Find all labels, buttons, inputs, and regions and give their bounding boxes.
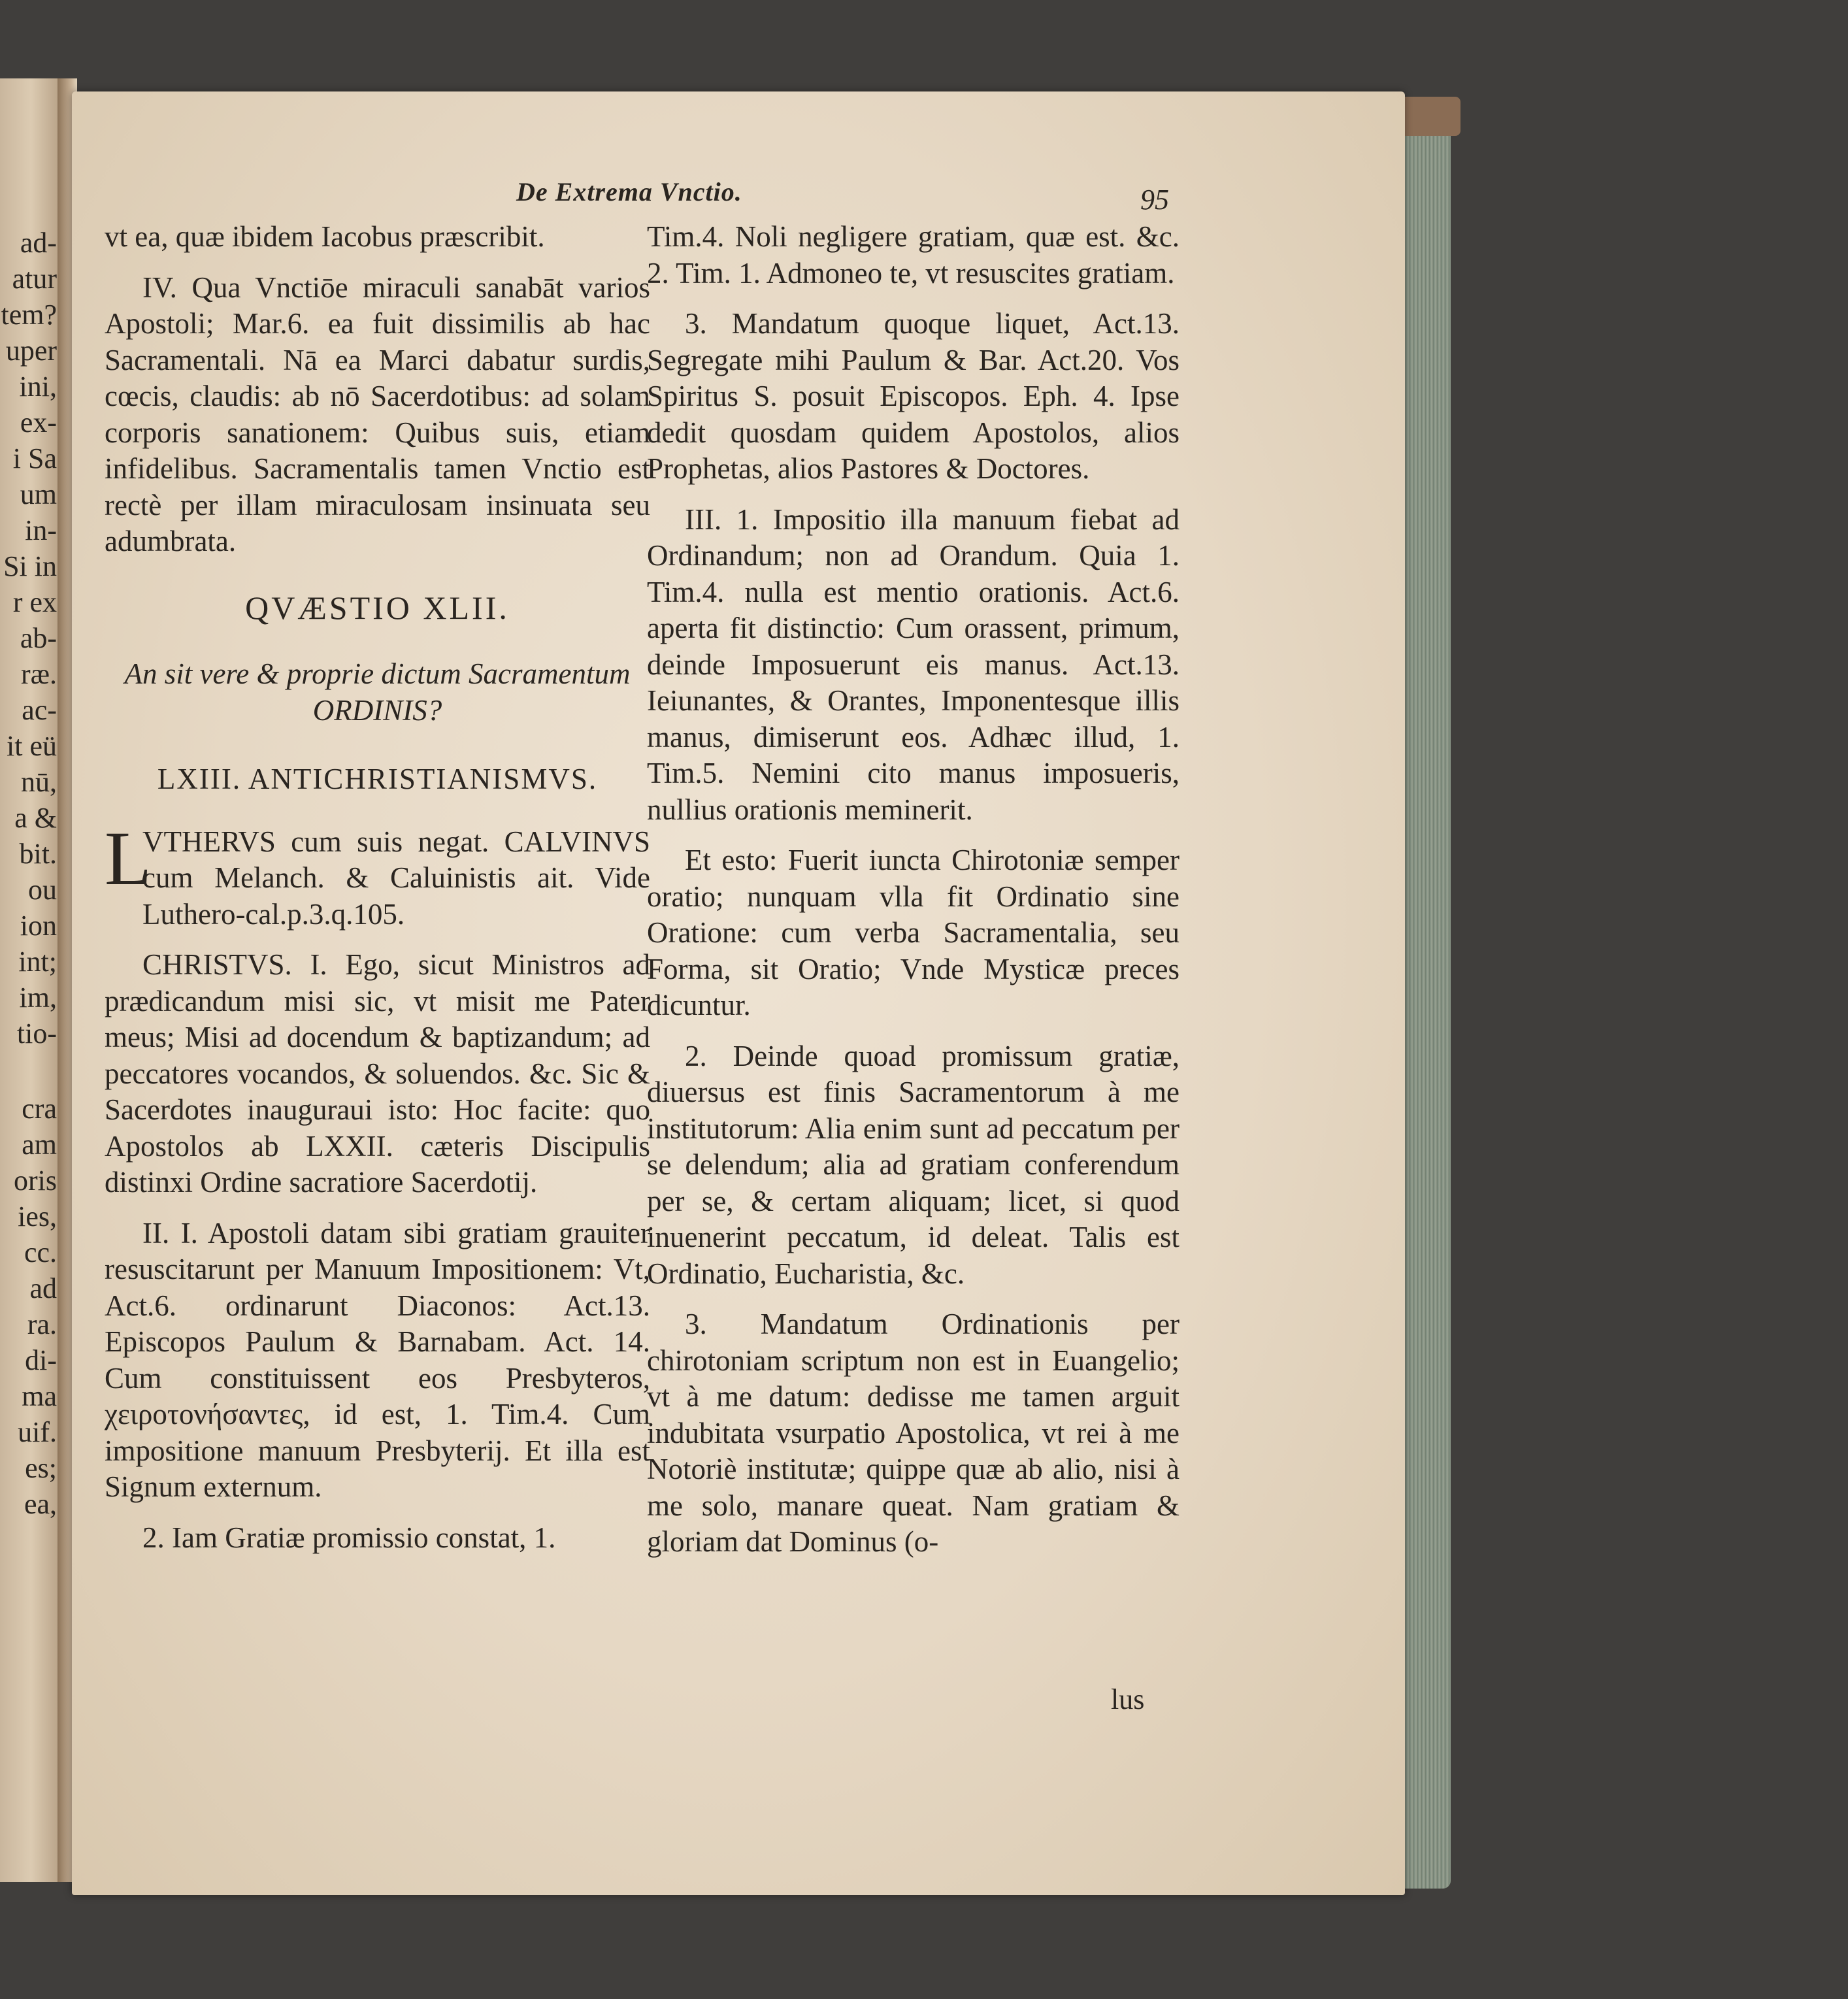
left-page-fragment: ra. xyxy=(27,1308,57,1340)
left-page-fragment: um xyxy=(20,478,57,510)
question-title: An sit vere & proprie dictum Sacramentum ORDINIS? xyxy=(124,657,631,727)
left-page-fragment: ion xyxy=(20,910,57,942)
page-edges xyxy=(1398,98,1451,1889)
paragraph: II. I. Apostoli datam sibi gratiam grauiter resuscitarunt per Manuum Impositionem: Vt, Act.6. ordinarunt Diaconos: Act.13. Episcopos Paulum & Barnabam. Act. 14. Cum constituissent eos Presbyteros, χειροτονήσαντες, id est, 1. Tim.4. Cum impositione manuum Presbyterij. Et illa est Signum externum. xyxy=(105,1216,650,1503)
paragraph: 3. Mandatum quoque liquet, Act.13. Segregate mihi Paulum & Bar. Act.20. Vos Spiritus S. posuit Episcopos. Eph. 4. Ipse dedit quosdam quidem Apostolos, alios Prophetas, alios Pastores & Doctores. xyxy=(647,307,1180,485)
left-page-fragment: ex- xyxy=(20,406,57,438)
left-page-fragment: ies, xyxy=(18,1200,57,1232)
left-page-fragment: im, xyxy=(19,982,57,1014)
left-page-fragment: cra xyxy=(22,1093,57,1125)
paragraph: vt ea, quæ ibidem Iacobus præscribit. xyxy=(105,220,545,253)
left-page-fragment: a & xyxy=(14,802,57,834)
paragraph: Et esto: Fuerit iuncta Chirotoniæ semper oratio; nunquam vlla fit Ordinatio sine Oratione: cum verba Sacramentalia, seu Forma, sit Oratio; Vnde Mysticæ preces dicuntur. xyxy=(647,844,1180,1021)
left-page-fragment: ac- xyxy=(22,694,57,726)
dropcap-paragraph xyxy=(105,815,650,933)
left-page-fragment: uper xyxy=(5,335,57,367)
paragraph: 2. Deinde quoad promissum gratiæ, diuersus est finis Sacramentorum à me institutorum: Alia enim sunt ad peccatum per se delendum; alia ad gratiam conferendum per se, & certam aliquam; licet, si quod inuenerint peccatum, id deleat. Talis est Ordinatio, Eucharistia, &c. xyxy=(647,1039,1180,1290)
left-page-fragment: bit. xyxy=(19,838,57,870)
left-page-fragment: di- xyxy=(25,1344,57,1376)
left-page-fragment: nū, xyxy=(21,766,57,798)
left-page-fragment: cc. xyxy=(24,1236,57,1268)
left-page-fragment: ræ. xyxy=(21,658,57,690)
paragraph: CHRISTVS. I. Ego, sicut Ministros ad prædicandum misi sic, vt misit me Pater meus; Misi ad docendum & baptizandum; ad peccatores vocandos, & soluendos. &c. Sic & Sacerdotes inauguraui isto: Hoc facite: quo Apostolos ab LXXII. cæteris Discipulis distinxi Ordine sacratiore Sacerdotij. xyxy=(105,948,650,1198)
left-page-fragment: ad- xyxy=(20,227,57,259)
left-page-fragment: tem? xyxy=(1,299,57,331)
left-page-fragment: i Sa xyxy=(12,442,57,474)
dropcap-letter: L xyxy=(105,815,152,901)
spine-top xyxy=(1398,97,1460,136)
left-page-fragment: tio- xyxy=(16,1017,57,1049)
section-heading: LXIII. ANTICHRISTIANISMVS. xyxy=(157,763,598,795)
running-head: De Extrema Vnctio. xyxy=(516,177,742,207)
left-page-fragment: ea, xyxy=(24,1488,57,1520)
left-page-fragment: r ex xyxy=(12,586,57,618)
left-page-fragment: ab- xyxy=(20,622,57,654)
right-column xyxy=(647,219,1180,1575)
left-page-fragment: uif. xyxy=(18,1416,57,1448)
paragraph: 3. Mandatum Ordinationis per chirotoniam scriptum non est in Euangelio; vt à me datum: dedisse me tamen arguit indubitata vsurpatio Apostolica, vt rei à me Notoriè institutæ; quippe quæ ab alio, nisi à me solo, manare queat. Nam gratiam & gloriam dat Dominus (o- xyxy=(647,1308,1180,1558)
left-page-edge xyxy=(0,78,62,1882)
catchword: lus xyxy=(1111,1683,1145,1715)
paragraph: Tim.4. Noli negligere gratiam, quæ est. &c. 2. Tim. 1. Admoneo te, vt resuscites gratiam. xyxy=(647,220,1180,289)
question-heading: QVÆSTIO XLII. xyxy=(245,589,510,626)
paragraph: III. 1. Impositio illa manuum fiebat ad Ordinandum; non ad Orandum. Quia 1. Tim.4. nulla est mentio orationis. Act.6. aperta fit distinctio: Cum orassent, primum, deinde Imposuerunt eis manus. Act.13. Ieiunantes, & Orantes, Imponentesque illis manus, dimiserunt eos. Adhæc illud, 1. Tim.5. Nemini cito manus imposueris, nullius orationis meminerit. xyxy=(647,503,1180,826)
left-page-fragment: in- xyxy=(25,514,57,546)
left-page-fragment: int; xyxy=(18,946,57,978)
left-page-fragment: ini, xyxy=(19,371,57,403)
paragraph: 2. Iam Gratiæ promissio constat, 1. xyxy=(142,1521,556,1554)
left-page-fragment: am xyxy=(22,1129,57,1161)
left-page-fragment: oris xyxy=(14,1165,57,1197)
page-number: 95 xyxy=(1140,184,1169,216)
paragraph: IV. Qua Vnctiōe miraculi sanabāt varios Apostoli; Mar.6. ea fuit dissimilis ab hac Sacramentali. Nā ea Marci dabatur surdis, cœcis, claudis: ab nō Sacerdotibus: ad solam corporis sanationem: Quibus suis, etiam infidelibus. Sacramentalis tamen Vnctio est rectè per illam miraculosam insinuata seu adumbrata. xyxy=(105,271,650,557)
paragraph: VTHERVS cum suis negat. CALVINVS cum Melanch. & Caluinistis ait. Vide Luthero-cal.p.3.q.105. xyxy=(142,825,650,931)
left-page-fragment: ad xyxy=(29,1272,57,1304)
left-page-fragment: ou xyxy=(28,874,57,906)
left-page-fragment: atur xyxy=(12,263,57,295)
left-page-fragment: it eü xyxy=(7,730,57,762)
left-column xyxy=(105,219,650,1570)
left-page-fragment: Si in xyxy=(3,550,57,582)
left-page-fragment: ma xyxy=(22,1380,57,1412)
left-page-fragment: es; xyxy=(25,1452,57,1484)
